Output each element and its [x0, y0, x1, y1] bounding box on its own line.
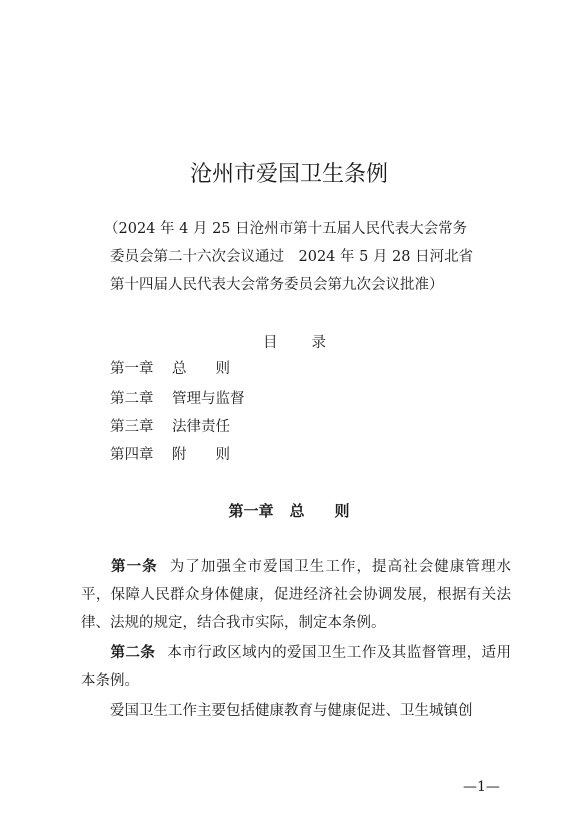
chapter-number: 第一章	[228, 502, 274, 520]
adoption-note-line-1: （2024 年 4 月 25 日沧州市第十五届人民代表大会常务	[104, 221, 468, 237]
toc-item	[110, 358, 259, 380]
chapter-heading	[0, 500, 578, 521]
document-title: 沧州市爱国卫生条例	[189, 162, 388, 187]
article-paragraph	[81, 553, 511, 637]
adoption-note-line-2: 委员会第二十六次会议通过 2024 年 5 月 28 日河北省	[110, 249, 474, 265]
toc-chapter-number: 第四章	[110, 447, 154, 463]
toc-chapter-number: 第二章	[110, 391, 154, 407]
article-text: 为了加强全市爱国卫生工作，提高社会健康管理水平，保障人民群众身体健康，促进经济社会协调发展，根据有关法律、法规的规定，结合我市实际，制定本条例。	[81, 559, 512, 631]
toc-heading: 目录	[263, 335, 360, 351]
toc-item	[110, 444, 259, 466]
toc-item	[110, 388, 245, 410]
adoption-note-line-3: 第十四届人民代表大会常务委员会第九次会议批准）	[110, 277, 444, 293]
chapter-name: 总则	[289, 502, 380, 520]
article-label: 第一条	[110, 559, 158, 575]
toc-chapter-name: 管理与监督	[172, 391, 245, 407]
toc-item	[110, 416, 230, 438]
article-label: 第二条	[110, 645, 156, 661]
body-paragraph	[81, 697, 511, 725]
paragraph-text: 爱国卫生工作主要包括健康教育与健康促进、卫生城镇创	[110, 703, 473, 719]
toc-chapter-number: 第一章	[110, 361, 154, 377]
article-text: 本市行政区域内的爱国卫生工作及其监督管理，适用本条例。	[81, 645, 512, 689]
toc-chapter-name: 附则	[172, 447, 259, 463]
toc-chapter-number: 第三章	[110, 419, 154, 435]
toc-chapter-name: 法律责任	[172, 419, 230, 435]
toc-chapter-name: 总则	[172, 361, 259, 377]
article-paragraph	[81, 639, 511, 695]
page-number: —1—	[463, 779, 500, 795]
